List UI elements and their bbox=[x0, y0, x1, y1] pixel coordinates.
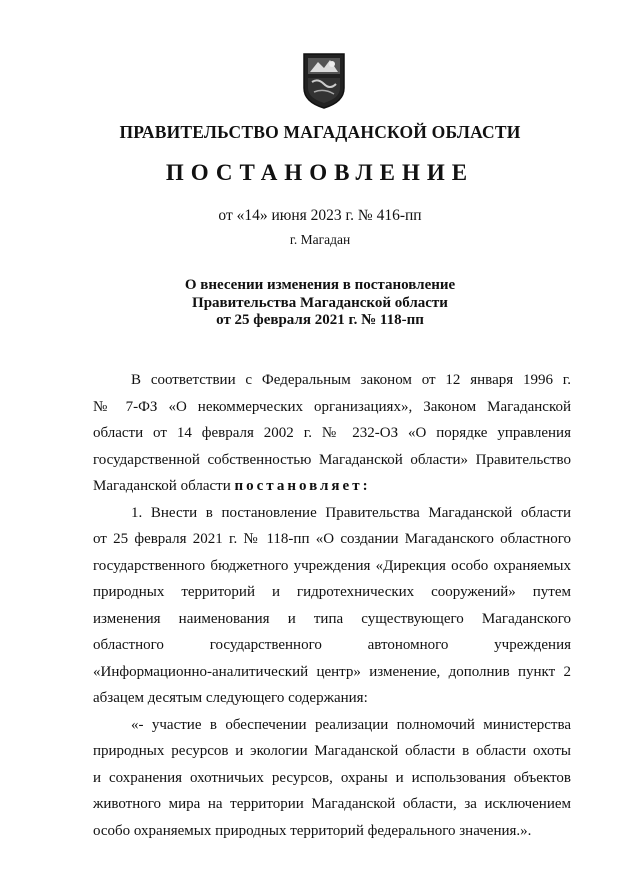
preamble-line: № 7-ФЗ «О некоммерческих организациях», Законом Магаданской bbox=[93, 398, 571, 415]
preamble-paragraph bbox=[93, 367, 571, 500]
subject-line: Правительства Магаданской области bbox=[192, 294, 448, 311]
decree-word: постановляет: bbox=[234, 478, 371, 494]
coat-of-arms-icon bbox=[302, 52, 346, 110]
document-body bbox=[93, 367, 571, 844]
item1-line: от 25 февраля 2021 г. № 118-пп «О создании Магаданского областного bbox=[93, 531, 571, 547]
quote-line: животного мира на территории Магаданской области, за исключением bbox=[93, 796, 571, 812]
preamble-line: Магаданской области bbox=[93, 478, 231, 494]
quote-paragraph bbox=[93, 712, 571, 845]
document-subject bbox=[0, 277, 640, 330]
quote-line: «- участие в обеспечении реализации полномочий министерства bbox=[131, 716, 571, 733]
subject-line: от 25 февраля 2021 г. № 118-пп bbox=[216, 312, 424, 328]
preamble-line: В соответствии с Федеральным законом от 12 января 1996 г. bbox=[131, 372, 571, 388]
item1-paragraph bbox=[93, 500, 571, 712]
organization-title: ПРАВИТЕЛЬСТВО МАГАДАНСКОЙ ОБЛАСТИ bbox=[119, 122, 521, 142]
quote-line: природных ресурсов и экологии Магаданской области в области охоты bbox=[93, 743, 571, 759]
document-type-title: ПОСТАНОВЛЕНИЕ bbox=[165, 160, 475, 185]
item1-line: абзацем десятым следующего содержания: bbox=[93, 690, 368, 706]
quote-line: и сохранения охотничьих ресурсов, охраны и использования объектов bbox=[93, 769, 571, 786]
document-date-number: от «14» июня 2023 г. № 416-пп bbox=[218, 207, 422, 224]
quote-line: особо охраняемых природных территорий федерального значения.». bbox=[93, 822, 532, 839]
preamble-final-line bbox=[93, 473, 571, 500]
item1-line: государственного бюджетного учреждения «Дирекция особо охраняемых bbox=[93, 557, 571, 574]
preamble-line: государственной собственностью Магаданской области» Правительство bbox=[93, 451, 571, 468]
item1-line: областного государственного автономного учреждения bbox=[93, 637, 571, 653]
item1-line: 1. Внести в постановление Правительства Магаданской области bbox=[131, 504, 571, 521]
preamble-line: области от 14 февраля 2002 г. № 232-ОЗ «О порядке управления bbox=[93, 425, 571, 441]
item1-line: изменения наименования и типа существующего Магаданского bbox=[93, 610, 571, 627]
subject-line: О внесении изменения в постановление bbox=[184, 277, 456, 293]
document-city: г. Магадан bbox=[289, 232, 351, 247]
item1-line: природных территорий и гидротехнических сооружений» путем bbox=[93, 584, 571, 600]
item1-line: «Информационно-аналитический центр» изменение, дополнив пункт 2 bbox=[93, 663, 571, 680]
